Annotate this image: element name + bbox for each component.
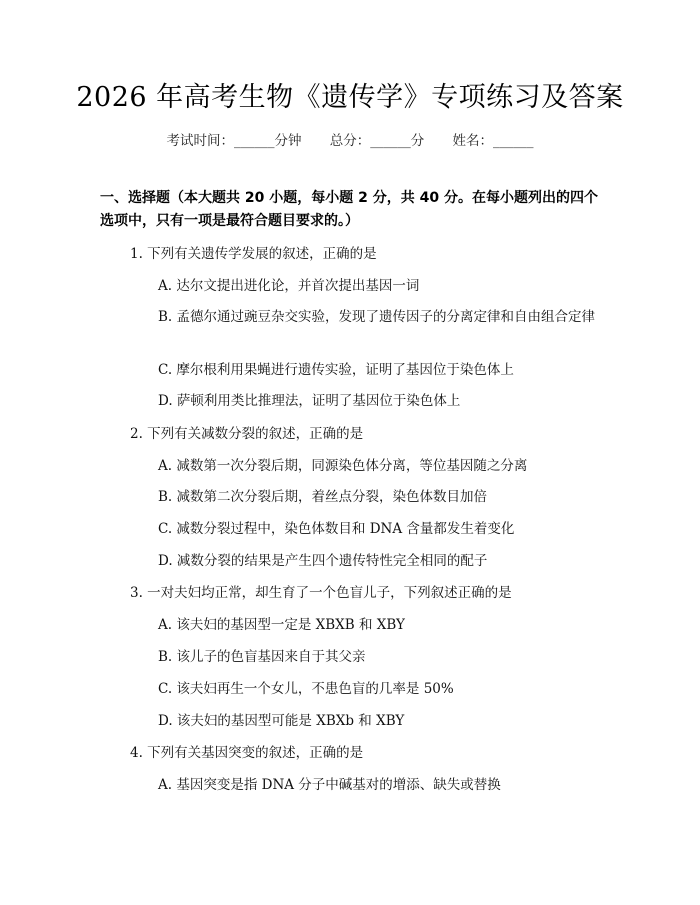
question-option: D. 萨顿利用类比推理法，证明了基因位于染色体上 xyxy=(158,393,461,409)
question-stem: 2. 下列有关减数分裂的叙述，正确的是 xyxy=(130,426,364,442)
question-option: A. 基因突变是指 DNA 分子中碱基对的增添、缺失或替换 xyxy=(158,777,501,793)
question-option: C. 减数分裂过程中，染色体数目和 DNA 含量都发生着变化 xyxy=(158,521,515,537)
question-option: D. 该夫妇的基因型可能是 XBXb 和 XBY xyxy=(158,713,405,729)
question-stem: 3. 一对夫妇均正常，却生育了一个色盲儿子，下列叙述正确的是 xyxy=(130,585,512,601)
question-option: C. 该夫妇再生一个女儿，不患色盲的几率是 50% xyxy=(158,681,454,697)
question-option: D. 减数分裂的结果是产生四个遗传特性完全相同的配子 xyxy=(158,553,488,569)
question-option: A. 减数第一次分裂后期，同源染色体分离，等位基因随之分离 xyxy=(158,458,528,474)
student-name-field: 姓名：______ xyxy=(452,133,534,149)
question-option: A. 该夫妇的基因型一定是 XBXB 和 XBY xyxy=(158,617,405,633)
question-option: B. 减数第二次分裂后期，着丝点分裂，染色体数目加倍 xyxy=(158,489,488,505)
question-option: A. 达尔文提出进化论，并首次提出基因一词 xyxy=(158,278,420,294)
question-stem: 1. 下列有关遗传学发展的叙述，正确的是 xyxy=(130,246,377,262)
page-title: 2026 年高考生物《遗传学》专项练习及答案 xyxy=(76,82,624,113)
question-option: B. 该儿子的色盲基因来自于其父亲 xyxy=(158,649,366,665)
question-option: B. 孟德尔通过豌豆杂交实验，发现了遗传因子的分离定律和自由组合定律 xyxy=(158,309,596,325)
exam-time-field: 考试时间：______分钟 xyxy=(166,133,302,149)
total-score-field: 总分：______分 xyxy=(329,133,425,149)
section-heading: 一、选择题（本大题共 20 小题，每小题 2 分，共 40 分。在每小题列出的四个选项中，只有一项是最符合题目要求的。） xyxy=(100,190,598,229)
question-option: C. 摩尔根利用果蝇进行遗传实验，证明了基因位于染色体上 xyxy=(158,362,514,378)
exam-meta xyxy=(0,130,700,152)
question-stem: 4. 下列有关基因突变的叙述，正确的是 xyxy=(130,745,364,761)
